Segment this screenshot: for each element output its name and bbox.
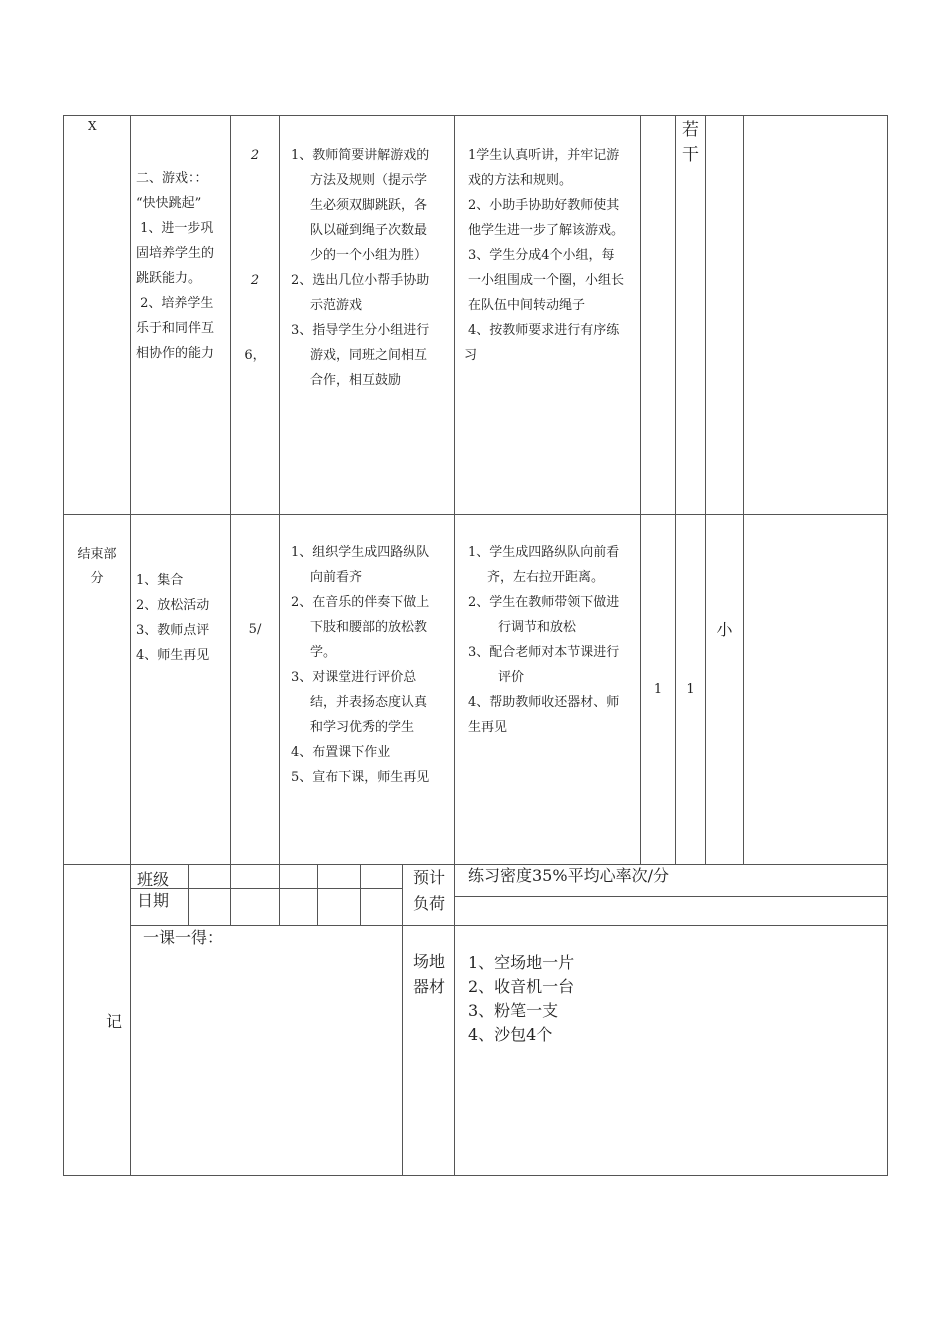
reflection-label: 一课一得： — [143, 928, 224, 947]
footer-cell-divider-3 — [279, 864, 280, 925]
end-section-label-1: 结束部 — [77, 547, 117, 562]
content-line: 相协作的能力 — [136, 346, 215, 361]
end-section-label-2: 分 — [90, 571, 104, 586]
end-student-activities — [468, 540, 639, 740]
teacher-line: 5、宣布下课，师生再见 — [291, 770, 430, 785]
col-divider-teacher — [454, 115, 455, 1175]
col-divider-time — [279, 115, 280, 864]
student-line: 戏的方法和规则。 — [468, 173, 573, 188]
teacher-line: 示范游戏 — [310, 298, 363, 313]
teacher-line: 2、选出几位小帮手协助 — [291, 273, 430, 288]
footer-divider-label-col — [402, 864, 403, 1175]
content-line: 乐于和同伴互 — [136, 321, 215, 336]
student-line: 齐，左右拉开距离。 — [487, 570, 605, 585]
row-divider-class-date — [130, 888, 402, 889]
student-line: 2、学生在教师带领下做进 — [468, 595, 620, 610]
teacher-line: 学。 — [310, 645, 337, 660]
end-intensity: 小 — [716, 620, 733, 639]
footer-cell-divider-1 — [188, 864, 189, 925]
content-line: 2、培养学生 — [136, 296, 214, 311]
content-line: 1、进一步巩 — [136, 221, 214, 236]
game-reps-line-1: 若 — [682, 120, 699, 140]
venue-label-1: 场地 — [413, 952, 446, 971]
load-value: 练习密度35%平均心率次/分 — [468, 866, 669, 885]
teacher-line: 2、在音乐的伴奏下做上 — [291, 595, 430, 610]
end-time: 5/ — [248, 622, 262, 637]
student-line: 2、小助手协助好教师使其 — [468, 198, 620, 213]
equipment-list — [468, 951, 878, 1047]
col-divider-content — [230, 115, 231, 864]
end-col-a-value: 1 — [653, 682, 663, 697]
date-label: 日期 — [137, 891, 170, 910]
teacher-line: 游戏，同班之间相互 — [310, 348, 428, 363]
student-line: 生再见 — [468, 720, 508, 735]
col-divider-student — [640, 115, 641, 864]
footer-cell-divider-2 — [230, 864, 231, 925]
equipment-item: 3、粉笔一支 — [468, 1001, 559, 1020]
game-time-1: 2 — [250, 148, 260, 163]
teacher-line: 下肢和腰部的放松教 — [310, 620, 428, 635]
row-divider-load — [455, 896, 887, 897]
student-line: 他学生进一步了解该游戏。 — [468, 223, 625, 238]
teacher-line: 合作，相互鼓励 — [310, 373, 402, 388]
game-time-2: 2 — [250, 273, 260, 288]
footer-cell-divider-5 — [360, 864, 361, 925]
student-line: 习 — [464, 348, 478, 363]
student-line: 3、配合老师对本节课进行 — [468, 645, 620, 660]
equipment-item: 1、空场地一片 — [468, 953, 575, 972]
col-divider-a — [675, 115, 676, 864]
end-section-content — [136, 568, 228, 668]
content-line: 4、师生再见 — [136, 648, 210, 663]
row-divider-reflection — [130, 925, 887, 926]
student-line: 1学生认真听讲，并牢记游 — [468, 148, 620, 163]
game-reps-line-2: 干 — [682, 145, 699, 165]
content-line: 1、集合 — [136, 573, 184, 588]
venue-label-2: 器材 — [413, 977, 446, 996]
col-divider-c — [743, 115, 744, 864]
game-time-3: 6， — [244, 348, 266, 363]
teacher-line: 4、布置课下作业 — [291, 745, 391, 760]
student-line: 一小组围成一个圈，小组长 — [468, 273, 625, 288]
row-divider-end-section — [63, 514, 888, 515]
game-teacher-activities — [291, 143, 453, 393]
end-col-b-value: 1 — [686, 682, 695, 697]
student-line: 在队伍中间转动绳子 — [468, 298, 586, 313]
student-line: 行调节和放松 — [498, 620, 577, 635]
teacher-line: 结，并表扬态度认真 — [310, 695, 428, 710]
student-line: 4、按教师要求进行有序练 — [468, 323, 620, 338]
equipment-item: 2、收音机一台 — [468, 977, 575, 996]
student-line: 评价 — [498, 670, 525, 685]
content-line: 跳跃能力。 — [136, 271, 202, 286]
class-label: 班级 — [137, 870, 170, 889]
content-line: 3、教师点评 — [136, 623, 210, 638]
teacher-line: 向前看齐 — [310, 570, 363, 585]
teacher-line: 少的一个小组为胜） — [310, 248, 428, 263]
load-label-1: 预计 — [413, 868, 446, 887]
content-line: 二、游戏：： — [136, 171, 208, 186]
game-section-label: X — [88, 119, 97, 133]
teacher-line: 3、对课堂进行评价总 — [291, 670, 417, 685]
teacher-line: 和学习优秀的学生 — [310, 720, 415, 735]
teacher-line: 方法及规则（提示学 — [310, 173, 428, 188]
student-line: 1、学生成四路纵队向前看 — [468, 545, 620, 560]
student-line: 4、帮助教师收还器材、师 — [468, 695, 620, 710]
footer-cell-divider-4 — [317, 864, 318, 925]
equipment-item: 4、沙包4个 — [468, 1025, 553, 1044]
teacher-line: 1、教师简要讲解游戏的 — [291, 148, 430, 163]
content-line: 2、放松活动 — [136, 598, 210, 613]
teacher-line: 队以碰到绳子次数最 — [310, 223, 428, 238]
content-line: 固培养学生的 — [136, 246, 215, 261]
load-label-2: 负荷 — [413, 894, 446, 913]
col-divider-label — [130, 115, 131, 1175]
teacher-line: 3、指导学生分小组进行 — [291, 323, 430, 338]
student-line: 3、学生分成4个小组，每 — [468, 248, 615, 263]
footer-side-label: 记 — [106, 1012, 123, 1031]
end-teacher-activities — [291, 540, 453, 790]
content-line: “快快跳起” — [136, 196, 202, 211]
teacher-line: 生必须双脚跳跃，各 — [310, 198, 428, 213]
game-student-activities — [464, 143, 639, 368]
teacher-line: 1、组织学生成四路纵队 — [291, 545, 430, 560]
col-divider-b — [705, 115, 706, 864]
game-section-content — [136, 166, 228, 366]
